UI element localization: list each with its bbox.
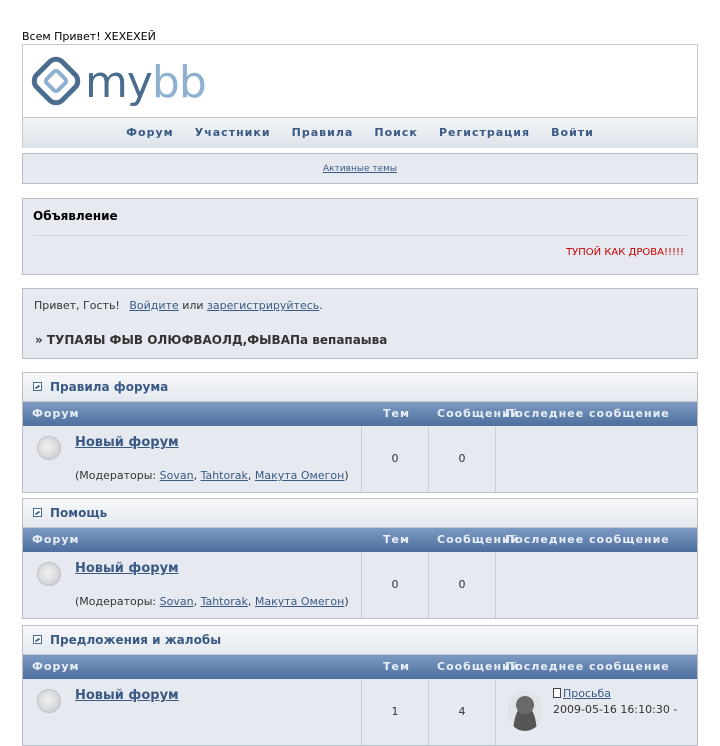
column-header-row — [23, 402, 697, 426]
user-avatar[interactable] — [507, 691, 543, 731]
nav-members[interactable]: Участники — [194, 126, 271, 139]
post-count: 0 — [458, 578, 466, 591]
category-help — [22, 498, 698, 619]
forum-name-link[interactable]: Новый форум — [75, 561, 179, 576]
cell-divider — [428, 552, 429, 618]
nav-rules[interactable]: Правила — [291, 126, 354, 139]
cell-divider — [428, 426, 429, 492]
col-forum: Форум — [32, 407, 80, 420]
mybb-logo-icon — [31, 55, 81, 107]
category-header — [23, 626, 697, 655]
document-icon — [553, 688, 561, 698]
register-link[interactable]: зарегистрируйтесь — [207, 299, 320, 312]
forum-row — [23, 426, 697, 492]
forum-moderators: (Модераторы: Sovan, Tahtorak, Макута Омегон) — [75, 595, 349, 608]
guest-panel — [22, 288, 698, 359]
moderator-link[interactable]: Sovan — [159, 595, 194, 608]
post-count: 4 — [458, 705, 466, 718]
breadcrumb: » ТУПАЯЫ ФЫВ ОЛЮФВАОЛД,ФЫВАПа вепапаыва — [35, 333, 388, 347]
welcome-message: Всем Привет! ХЕХЕХЕЙ — [22, 30, 156, 43]
cell-divider — [428, 679, 429, 745]
topic-count: 1 — [391, 705, 399, 718]
category-title[interactable]: Предложения и жалобы — [50, 633, 222, 647]
cell-divider — [495, 426, 496, 492]
forum-name-link[interactable]: Новый форум — [75, 435, 179, 450]
active-topics-link[interactable]: Активные темы — [322, 164, 398, 174]
forum-row — [23, 552, 697, 618]
post-count: 0 — [458, 452, 466, 465]
col-topics: Тем — [383, 533, 410, 546]
main-nav — [23, 117, 697, 148]
forum-status-icon — [37, 436, 61, 460]
guest-greeting: Привет, Гость! — [34, 299, 120, 312]
forum-moderators: (Модераторы: Sovan, Tahtorak, Макута Омегон) — [75, 469, 349, 482]
announcement-divider — [33, 235, 687, 236]
category-suggestions — [22, 625, 698, 746]
cell-divider — [495, 679, 496, 745]
nav-register[interactable]: Регистрация — [438, 126, 531, 139]
or-text: или — [182, 299, 204, 312]
category-header — [23, 499, 697, 528]
moderator-link[interactable]: Sovan — [159, 469, 194, 482]
col-posts: Сообщений — [437, 407, 520, 420]
site-header — [22, 44, 698, 148]
cell-divider — [361, 679, 362, 745]
moderator-link[interactable]: Tahtorak — [200, 595, 248, 608]
moderator-link[interactable]: Tahtorak — [200, 469, 248, 482]
announcement-panel — [22, 198, 698, 275]
last-post-date: 2009-05-16 16:10:30 - — [553, 703, 678, 716]
forum-status-icon — [37, 689, 61, 713]
col-last-post: Последнее сообщение — [505, 533, 670, 546]
col-topics: Тем — [383, 407, 410, 420]
topic-count: 0 — [391, 452, 399, 465]
last-post-title — [553, 687, 611, 700]
nav-search[interactable]: Поиск — [374, 126, 418, 139]
cell-divider — [361, 552, 362, 618]
moderator-link[interactable]: Макута Омегон — [254, 595, 345, 608]
column-header-row — [23, 528, 697, 552]
topic-count: 0 — [391, 578, 399, 591]
category-rules — [22, 372, 698, 493]
col-posts: Сообщений — [437, 660, 520, 673]
collapse-icon[interactable] — [33, 508, 42, 517]
guest-greeting-line — [34, 299, 323, 312]
col-last-post: Последнее сообщение — [505, 407, 670, 420]
cell-divider — [361, 426, 362, 492]
period-text: . — [319, 299, 323, 312]
forum-row — [23, 679, 697, 745]
cell-divider — [495, 552, 496, 618]
col-topics: Тем — [383, 660, 410, 673]
category-title[interactable]: Правила форума — [50, 380, 169, 394]
category-header — [23, 373, 697, 402]
login-link[interactable]: Войдите — [129, 299, 179, 312]
category-title[interactable]: Помощь — [50, 506, 108, 520]
mybb-logo[interactable] — [31, 55, 206, 111]
column-header-row — [23, 655, 697, 679]
announcement-text: ТУПОЙ КАК ДРОВА!!!!! — [566, 247, 684, 258]
moderator-link[interactable]: Макута Омегон — [254, 469, 345, 482]
active-topics-bar — [22, 153, 698, 184]
col-posts: Сообщений — [437, 533, 520, 546]
nav-forum[interactable]: Форум — [126, 126, 174, 139]
nav-login[interactable]: Войти — [551, 126, 594, 139]
col-last-post: Последнее сообщение — [505, 660, 670, 673]
col-forum: Форум — [32, 660, 80, 673]
forum-name-link[interactable]: Новый форум — [75, 688, 179, 703]
logo-wordmark: mybb — [85, 57, 206, 108]
col-forum: Форум — [32, 533, 80, 546]
announcement-title: Объявление — [33, 209, 118, 223]
forum-status-icon — [37, 562, 61, 586]
last-post-link[interactable]: Просьба — [563, 687, 612, 700]
collapse-icon[interactable] — [33, 635, 42, 644]
collapse-icon[interactable] — [33, 382, 42, 391]
